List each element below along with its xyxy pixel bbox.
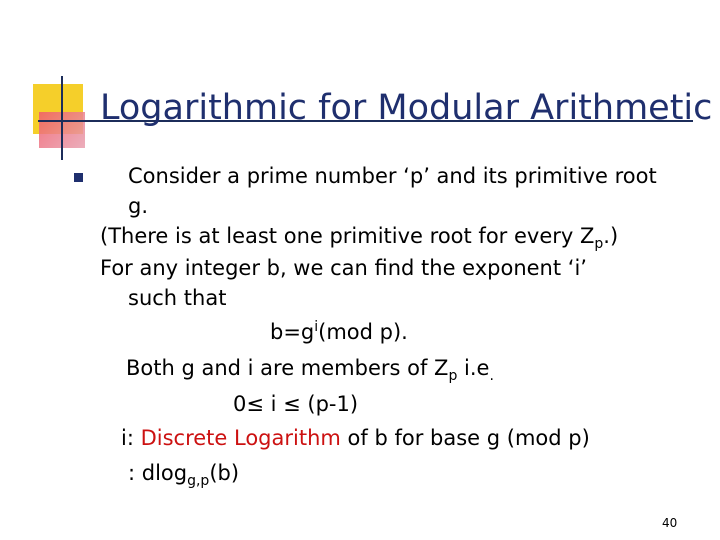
slide-title: Logarithmic for Modular Arithmetic xyxy=(100,88,713,128)
range-line: 0≤ i ≤ (p-1) xyxy=(233,392,359,416)
body-line-5: such that xyxy=(128,286,227,310)
body-line-1: Consider a prime number ‘p’ and its primitive root xyxy=(128,164,657,188)
body-line-2: g. xyxy=(128,194,149,218)
page-number: 40 xyxy=(662,516,678,530)
body-line-4: For any integer b, we can find the exponent ‘i’ xyxy=(100,256,587,280)
body-line-7: Both g and i are members of $Z_p$ $i.e_.$ xyxy=(126,356,494,385)
bullet-icon xyxy=(74,173,83,182)
body-line-3: (There is at least one primitive root for every $Z_p$.) xyxy=(100,224,619,253)
definition-line: i: Discrete Logarithm of b for base g (mod p) xyxy=(121,426,590,450)
discrete-logarithm-term: Discrete Logarithm xyxy=(140,426,341,450)
formula-line: $b=g^i(mod$ p). xyxy=(270,319,408,344)
notation-line: : dlog$_{g,p}$(b) xyxy=(128,461,240,490)
title-ornament-vertical-line xyxy=(61,76,63,160)
